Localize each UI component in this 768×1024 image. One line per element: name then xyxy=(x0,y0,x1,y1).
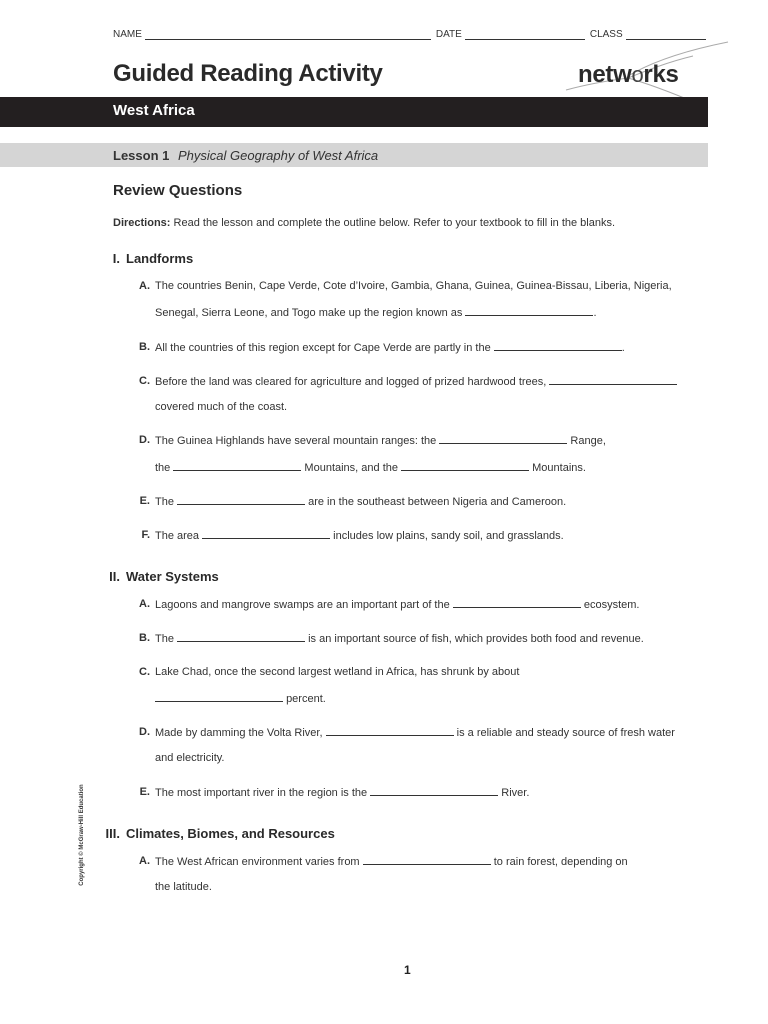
blank-c1[interactable] xyxy=(549,374,677,385)
landforms-item-a-line2: Senegal, Sierra Leone, and Togo make up the region known as . xyxy=(155,307,597,319)
water-item-e: E. The most important river in the region is the River. xyxy=(139,786,530,799)
class-label: CLASS xyxy=(589,29,623,40)
class-line xyxy=(626,29,706,40)
unit-title: West Africa xyxy=(113,102,195,119)
review-questions-heading: Review Questions xyxy=(113,182,243,199)
climates-item-a-line2: the latitude. xyxy=(155,881,212,893)
lesson-number: Lesson 1 xyxy=(113,148,170,163)
water-item-d-line2: and electricity. xyxy=(155,752,225,764)
water-item-b: B. The is an important source of fish, which provides both food and revenue. xyxy=(139,632,644,645)
landforms-item-b: B. All the countries of this region except for Cape Verde are partly in the . xyxy=(139,341,625,354)
lesson-name: Physical Geography of West Africa xyxy=(178,148,379,163)
climates-item-a-line1: A. The West African environment varies from to rain forest, depending on xyxy=(139,855,628,868)
blank-wd1[interactable] xyxy=(326,725,454,736)
networks-logo: networks xyxy=(578,61,679,88)
student-info-fields xyxy=(113,26,708,40)
water-item-c-line2: percent. xyxy=(155,691,326,706)
water-item-d-line1: D. Made by damming the Volta River, is a reliable and steady source of fresh water xyxy=(139,726,675,739)
blank-e1[interactable] xyxy=(177,494,305,505)
name-label: NAME xyxy=(113,29,142,40)
blank-we1[interactable] xyxy=(370,785,498,796)
landforms-item-c-line1: C. Before the land was cleared for agriculture and logged of prized hardwood trees, xyxy=(138,374,677,389)
copyright-notice: Copyright © McGraw-Hill Education xyxy=(79,784,85,886)
blank-wa1[interactable] xyxy=(453,597,581,608)
blank-ca1[interactable] xyxy=(363,854,491,865)
blank-d3[interactable] xyxy=(401,460,529,471)
section-landforms-heading: I. Landforms xyxy=(112,251,194,266)
unit-title-bar xyxy=(0,97,708,127)
lesson-bar xyxy=(0,143,708,167)
date-label: DATE xyxy=(435,29,462,40)
section-climates-heading: III. Climates, Biomes, and Resources xyxy=(105,826,335,841)
water-item-c-line1: C. Lake Chad, once the second largest wetland in Africa, has shrunk by about xyxy=(139,666,520,678)
blank-d1[interactable] xyxy=(439,433,567,444)
page-number: 1 xyxy=(404,963,411,977)
landforms-item-d-line2: the Mountains, and the Mountains. xyxy=(155,462,586,474)
name-line xyxy=(145,29,431,40)
landforms-item-c-line2: covered much of the coast. xyxy=(155,401,288,413)
directions-text: Read the lesson and complete the outline below. Refer to your textbook to fill in the blanks. xyxy=(173,217,616,229)
brand-globe-o: o xyxy=(631,62,644,87)
blank-wc1[interactable] xyxy=(155,691,283,702)
blank-a1[interactable] xyxy=(465,305,593,316)
directions xyxy=(113,217,615,229)
page-title: Guided Reading Activity xyxy=(113,60,383,87)
blank-wb1[interactable] xyxy=(177,631,305,642)
landforms-item-a-line1: A. The countries Benin, Cape Verde, Cote d’Ivoire, Gambia, Ghana, Guinea, Guinea-Bissau, Liberia, Nigeria, xyxy=(139,280,672,292)
landforms-item-d-line1: D. The Guinea Highlands have several mountain ranges: the Range, xyxy=(139,434,606,447)
blank-f1[interactable] xyxy=(202,528,330,539)
landforms-item-e: E. The are in the southeast between Nigeria and Cameroon. xyxy=(139,495,567,508)
date-line xyxy=(465,29,585,40)
blank-b1[interactable] xyxy=(494,340,622,351)
landforms-item-f: F. The area includes low plains, sandy soil, and grasslands. xyxy=(141,529,564,542)
directions-label: Directions: xyxy=(113,217,171,229)
section-water-systems-heading: II. Water Systems xyxy=(109,569,219,584)
water-item-a: A. Lagoons and mangrove swamps are an important part of the ecosystem. xyxy=(139,598,640,611)
blank-d2[interactable] xyxy=(173,460,301,471)
